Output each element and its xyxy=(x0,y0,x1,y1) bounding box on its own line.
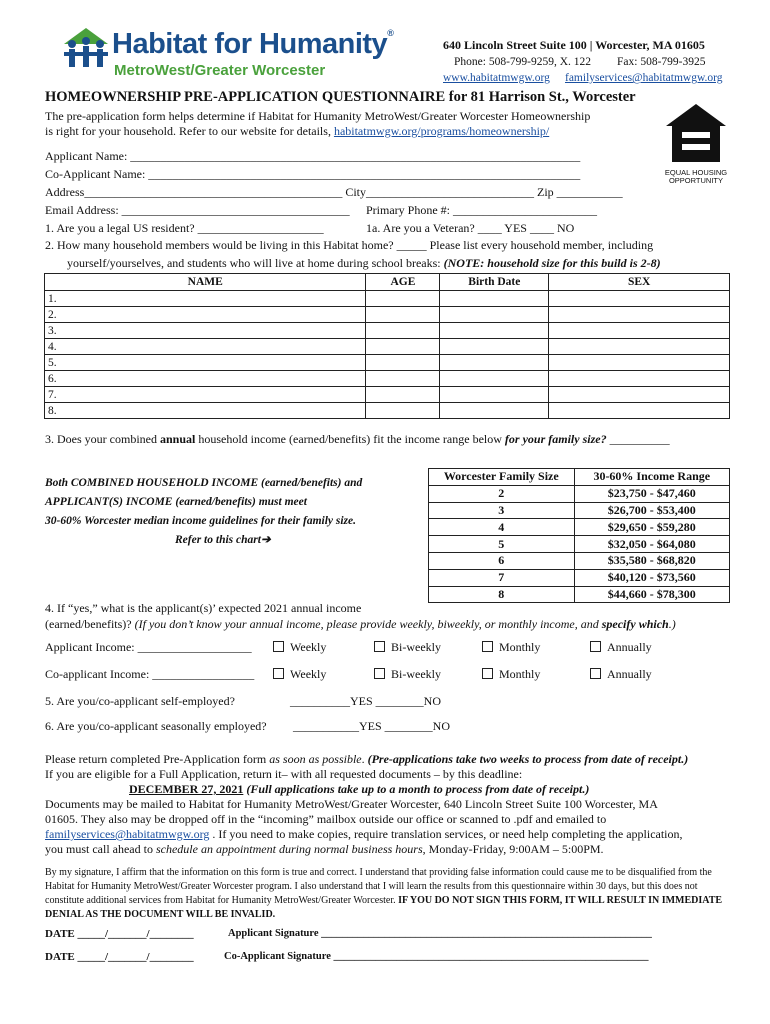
affirmation-text: By my signature, I affirm that the information on this form is true and correct. I understand that providing false information could cause me to be disqualified from the Habitat for Humanity MetroWest/Greater Worcester program. I also understand that I will learn the results from this questionnaire within 30 days, but this does not constitute additional services from Habitat for Humanity MetroWest/Greater Worcester. IF YOU DO NOT SIGN THIS FORM, IT WILL RESULT IN IMMEDIATE DENIAL AS THE DOCUMENT WILL BE INVALID. xyxy=(45,867,723,920)
table-row xyxy=(429,569,730,586)
member-age-cell[interactable] xyxy=(366,403,440,419)
equal-housing-text: EQUAL HOUSING OPPORTUNITY xyxy=(664,168,728,185)
member-sex-cell[interactable] xyxy=(549,339,730,355)
family-size-header: Worcester Family Size xyxy=(429,469,575,486)
table-row xyxy=(429,502,730,519)
income-range-cell: $26,700 - $53,400 xyxy=(574,502,729,519)
co-applicant-name-field[interactable]: Co-Applicant Name: ________________________________________________________________________ xyxy=(45,167,581,181)
deadline-date: DECEMBER 27, 2021 xyxy=(129,782,244,796)
seasonal-employment-question: 6. Are you/co-applicant seasonally employed? xyxy=(45,719,267,733)
checkbox-icon[interactable] xyxy=(482,641,493,652)
member-name-cell[interactable]: 3. xyxy=(45,323,366,339)
income-range-table xyxy=(428,468,730,603)
website-link[interactable]: www.habitatmwgw.org xyxy=(443,72,550,84)
frequency-label: Monthly xyxy=(499,667,541,681)
habitat-logo xyxy=(62,26,402,84)
co-applicant-frequency-option[interactable] xyxy=(374,667,441,682)
household-question-line-2: yourself/yourselves, and students who will live at home during school breaks: (NOTE: household size for this build is 2-8) xyxy=(67,256,661,270)
checkbox-icon[interactable] xyxy=(374,641,385,652)
member-name-cell[interactable]: 1. xyxy=(45,291,366,307)
return-info-line-6: familyservices@habitatmwgw.org . If you need to make copies, require translation services, or need help completing the application, xyxy=(45,827,683,841)
member-name-cell[interactable]: 6. xyxy=(45,371,366,387)
address-field[interactable]: Address___________________________________________ City____________________________ Zip ___________ xyxy=(45,185,623,199)
income-range-header: 30-60% Income Range xyxy=(574,469,729,486)
table-header-row xyxy=(45,274,730,291)
col-birthdate-header: Birth Date xyxy=(440,274,549,291)
applicant-income-field[interactable]: Applicant Income: ___________________ xyxy=(45,640,252,654)
annual-income-question-line-1: 4. If “yes,” what is the applicant(s)’ expected 2021 annual income xyxy=(45,601,362,615)
equal-housing-logo xyxy=(664,102,728,185)
frequency-label: Weekly xyxy=(290,667,327,681)
table-row xyxy=(429,586,730,603)
return-info-line-2: If you are eligible for a Full Application, return it– with all requested documents – by this deadline: xyxy=(45,767,523,781)
co-applicant-frequency-option[interactable] xyxy=(273,667,326,682)
applicant-name-field[interactable]: Applicant Name: ___________________________________________________________________________ xyxy=(45,149,581,163)
income-range-cell: $32,050 - $64,080 xyxy=(574,536,729,553)
checkbox-icon[interactable] xyxy=(590,641,601,652)
member-birthdate-cell[interactable] xyxy=(440,339,549,355)
applicant-frequency-option[interactable] xyxy=(273,640,326,655)
table-row xyxy=(45,403,730,419)
page-title: HOMEOWNERSHIP PRE-APPLICATION QUESTIONNAIRE for 81 Harrison St., Worcester xyxy=(45,89,636,105)
us-resident-question[interactable]: 1. Are you a legal US resident? _____________________ xyxy=(45,221,324,235)
seasonal-employment-answer[interactable]: ___________YES ________NO xyxy=(293,719,451,733)
member-age-cell[interactable] xyxy=(366,339,440,355)
applicant-frequency-option[interactable] xyxy=(374,640,441,655)
member-age-cell[interactable] xyxy=(366,355,440,371)
frequency-label: Bi-weekly xyxy=(391,667,441,681)
income-guideline-note: Both COMBINED HOUSEHOLD INCOME (earned/benefits) and APPLICANT(S) INCOME (earned/benefits) must meet 30-60% Worcester median income guidelines for their family size. Refer to this chart➔ xyxy=(45,477,363,546)
member-birthdate-cell[interactable] xyxy=(440,323,549,339)
phone-field[interactable]: Primary Phone #: ________________________ xyxy=(366,203,597,217)
checkbox-icon[interactable] xyxy=(273,641,284,652)
table-row xyxy=(45,371,730,387)
applicant-frequency-option[interactable] xyxy=(482,640,540,655)
member-sex-cell[interactable] xyxy=(549,307,730,323)
member-age-cell[interactable] xyxy=(366,291,440,307)
email-link[interactable]: familyservices@habitatmwgw.org xyxy=(565,72,723,84)
table-row xyxy=(45,291,730,307)
applicant-signature-field[interactable]: Applicant Signature _______________________________________________________________ xyxy=(228,928,652,939)
self-employed-answer[interactable]: __________YES ________NO xyxy=(290,694,442,708)
logo-subtitle: MetroWest/Greater Worcester xyxy=(114,62,326,79)
checkbox-icon[interactable] xyxy=(273,668,284,679)
member-name-cell[interactable]: 4. xyxy=(45,339,366,355)
co-applicant-frequency-option[interactable] xyxy=(482,667,540,682)
household-members-table xyxy=(44,273,730,419)
member-sex-cell[interactable] xyxy=(549,371,730,387)
member-sex-cell[interactable] xyxy=(549,355,730,371)
frequency-label: Annually xyxy=(607,667,652,681)
member-birthdate-cell[interactable] xyxy=(440,403,549,419)
program-link[interactable]: habitatmwgw.org/programs/homeownership/ xyxy=(333,124,550,138)
income-range-cell: $44,660 - $78,300 xyxy=(574,586,729,603)
table-row xyxy=(429,536,730,553)
checkbox-icon[interactable] xyxy=(482,668,493,679)
applicant-frequency-option[interactable] xyxy=(590,640,652,655)
return-info-line-7: you must call ahead to schedule an appointment during normal business hours, Monday-Friday, 9:00AM – 5:00PM. xyxy=(45,842,604,856)
member-name-cell[interactable]: 5. xyxy=(45,355,366,371)
family-size-cell: 2 xyxy=(429,485,575,502)
family-size-cell: 6 xyxy=(429,552,575,569)
table-row xyxy=(45,387,730,403)
family-size-cell: 4 xyxy=(429,519,575,536)
veteran-question[interactable]: 1a. Are you a Veteran? ____ YES ____ NO xyxy=(366,221,575,235)
income-range-cell: $40,120 - $73,560 xyxy=(574,569,729,586)
family-size-cell: 3 xyxy=(429,502,575,519)
family-size-cell: 5 xyxy=(429,536,575,553)
co-applicant-income-field[interactable]: Co-applicant Income: _________________ xyxy=(45,667,255,681)
frequency-label: Bi-weekly xyxy=(391,640,441,654)
income-range-cell: $23,750 - $47,460 xyxy=(574,485,729,502)
member-age-cell[interactable] xyxy=(366,371,440,387)
col-name-header: NAME xyxy=(45,274,366,291)
email-field[interactable]: Email Address: ______________________________________ xyxy=(45,203,350,217)
co-applicant-signature-field[interactable]: Co-Applicant Signature ____________________________________________________________ xyxy=(224,951,649,962)
annual-income-question-line-2: (earned/benefits)? (If you don’t know your annual income, please provide weekly, biweekly, or monthly income, and specify which.) xyxy=(45,617,676,631)
col-sex-header: SEX xyxy=(549,274,730,291)
frequency-label: Annually xyxy=(607,640,652,654)
logo-name: Habitat for Humanity® xyxy=(112,28,394,60)
table-row xyxy=(429,485,730,502)
frequency-label: Monthly xyxy=(499,640,541,654)
self-employed-question: 5. Are you/co-applicant self-employed? xyxy=(45,694,235,708)
co-applicant-date-field[interactable]: DATE _____/_______/________ xyxy=(45,951,194,963)
return-info-line-5: 01605. They also may be dropped off in the “incoming” mailbox outside our office or scanned to .pdf and emailed to xyxy=(45,812,607,826)
table-row xyxy=(45,339,730,355)
member-age-cell[interactable] xyxy=(366,307,440,323)
co-applicant-frequency-option[interactable] xyxy=(590,667,652,682)
table-row xyxy=(45,307,730,323)
member-sex-cell[interactable] xyxy=(549,403,730,419)
col-age-header: AGE xyxy=(366,274,440,291)
return-info-line-1: Please return completed Pre-Application form as soon as possible. (Pre-applications take two weeks to process from date of receipt.) xyxy=(45,752,689,766)
family-size-cell: 7 xyxy=(429,569,575,586)
member-sex-cell[interactable] xyxy=(549,387,730,403)
member-name-cell[interactable]: 7. xyxy=(45,387,366,403)
equal-housing-icon xyxy=(664,102,728,164)
table-row xyxy=(45,323,730,339)
applicant-date-field[interactable]: DATE _____/_______/________ xyxy=(45,928,194,940)
member-age-cell[interactable] xyxy=(366,387,440,403)
income-range-cell: $29,650 - $59,280 xyxy=(574,519,729,536)
house-people-icon xyxy=(62,26,110,72)
family-services-email-link[interactable]: familyservices@habitatmwgw.org xyxy=(45,827,210,841)
frequency-label: Weekly xyxy=(290,640,327,654)
member-sex-cell[interactable] xyxy=(549,323,730,339)
member-birthdate-cell[interactable] xyxy=(440,371,549,387)
member-name-cell[interactable]: 2. xyxy=(45,307,366,323)
member-birthdate-cell[interactable] xyxy=(440,387,549,403)
income-range-question: 3. Does your combined annual household income (earned/benefits) fit the income range below for your family size? __________ xyxy=(45,432,670,446)
intro-line-2: is right for your household. Refer to our website for details, habitatmwgw.org/programs/homeownership/ xyxy=(45,124,550,138)
member-age-cell[interactable] xyxy=(366,323,440,339)
deadline-line: DECEMBER 27, 2021 (Full applications take up to a month to process from date of receipt.) xyxy=(129,782,590,796)
table-row xyxy=(429,519,730,536)
org-address: 640 Lincoln Street Suite 100 | Worcester, MA 01605 xyxy=(443,38,705,52)
household-note: (NOTE: household size for this build is 2-8) xyxy=(443,256,661,270)
table-row xyxy=(429,552,730,569)
checkbox-icon[interactable] xyxy=(374,668,385,679)
checkbox-icon[interactable] xyxy=(590,668,601,679)
member-birthdate-cell[interactable] xyxy=(440,355,549,371)
table-row xyxy=(45,355,730,371)
member-birthdate-cell[interactable] xyxy=(440,307,549,323)
family-size-cell: 8 xyxy=(429,586,575,603)
household-question-line-1: 2. How many household members would be living in this Habitat home? _____ Please list every household member, including xyxy=(45,238,654,252)
member-birthdate-cell[interactable] xyxy=(440,291,549,307)
member-sex-cell[interactable] xyxy=(549,291,730,307)
org-phone: Phone: 508-799-9259, X. 122 xyxy=(454,56,592,68)
member-name-cell[interactable]: 8. xyxy=(45,403,366,419)
intro-line-1: The pre-application form helps determine if Habitat for Humanity MetroWest/Greater Worcester Homeownership xyxy=(45,109,591,123)
org-fax: Fax: 508-799-3925 xyxy=(617,56,706,68)
arrow-right-icon: ➔ xyxy=(260,534,271,546)
income-range-cell: $35,580 - $68,820 xyxy=(574,552,729,569)
return-info-line-4: Documents may be mailed to Habitat for Humanity MetroWest/Greater Worcester, 640 Lincoln Street Suite 100 Worcester, MA xyxy=(45,797,658,811)
